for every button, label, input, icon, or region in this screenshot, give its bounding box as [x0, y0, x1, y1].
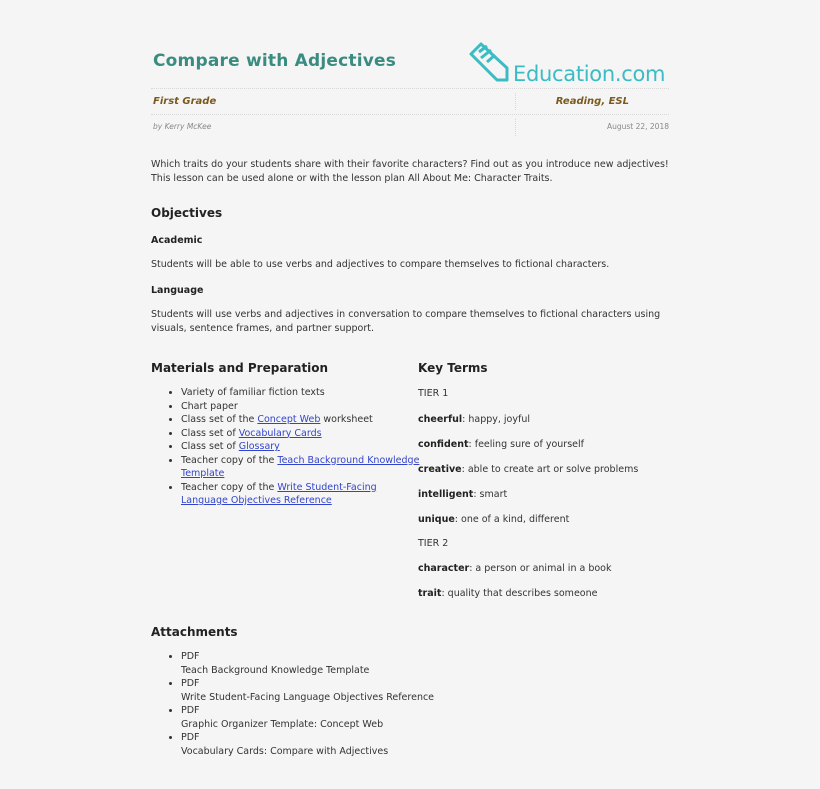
author-label: by Kerry McKee	[153, 122, 212, 131]
page-title: Compare with Adjectives	[153, 51, 397, 71]
vocabulary-cards-link[interactable]: Vocabulary Cards	[238, 427, 322, 439]
attachment-name: Graphic Organizer Template: Concept Web	[181, 718, 384, 730]
attachment-name: Teach Background Knowledge Template	[181, 664, 370, 676]
education-com-logo[interactable]	[467, 40, 669, 86]
attachment-type: • PDF	[181, 732, 200, 743]
intro-line: Which traits do your students share with their favorite characters? Find out as you introduce new adjectives!	[151, 159, 669, 170]
key-term-definition: : happy, joyful	[462, 414, 530, 425]
key-terms-heading: Key Terms	[418, 361, 488, 375]
key-term-item	[418, 489, 507, 500]
language-objective	[151, 308, 671, 336]
pencil-logo-icon	[467, 40, 513, 84]
concept-web-link[interactable]: Concept Web	[257, 414, 321, 425]
key-term-definition: : one of a kind, different	[454, 514, 570, 525]
meta-row-grade-subject	[151, 88, 669, 114]
meta-row-author-date	[151, 114, 669, 140]
tier-1-label: TIER 1	[418, 388, 449, 399]
materials-item: • Class set of Glossary	[181, 440, 421, 454]
materials-item: • Chart paper	[181, 400, 421, 414]
intro-line: This lesson can be used alone or with the lesson plan All About Me: Character Traits.	[151, 173, 553, 184]
intro-paragraph	[151, 158, 671, 186]
language-objective-line: visuals, sentence frames, and partner support.	[151, 323, 374, 334]
attachment-type: • PDF	[181, 651, 200, 662]
attachment-type: • PDF	[181, 678, 200, 689]
key-term-item	[418, 588, 597, 599]
key-term-item	[418, 414, 530, 425]
attachment-type: • PDF	[181, 705, 200, 716]
key-term: trait	[418, 588, 442, 599]
materials-item: • Class set of Vocabulary Cards	[181, 427, 421, 441]
subject-label: Reading, ESL	[555, 96, 629, 107]
grade-label: First Grade	[153, 96, 217, 107]
key-term-definition: : a person or animal in a book	[469, 563, 612, 574]
date-label: August 22, 2018	[606, 122, 669, 131]
language-objectives-reference-link[interactable]: Write Student-Facing Language Objectives Reference	[181, 481, 377, 506]
key-term-item	[418, 563, 611, 574]
key-term: confident	[418, 439, 469, 450]
academic-objective: Students will be able to use verbs and adjectives to compare themselves to fictional characters.	[151, 259, 610, 270]
key-term-definition: : feeling sure of yourself	[468, 439, 584, 450]
attachment-item[interactable]	[181, 677, 501, 704]
meta-divider	[515, 119, 516, 136]
key-term: character	[418, 563, 470, 574]
meta-divider	[515, 93, 516, 110]
document-header	[151, 38, 669, 88]
materials-item: • Teacher copy of the Write Student-Facing Language Objectives Reference	[181, 481, 421, 508]
attachment-name: Write Student-Facing Language Objectives Reference	[181, 691, 435, 703]
attachment-name: Vocabulary Cards: Compare with Adjectives	[181, 745, 389, 757]
materials-heading: Materials and Preparation	[151, 361, 329, 375]
key-term: creative	[418, 464, 462, 475]
language-objective-line: Students will use verbs and adjectives in conversation to compare themselves to fictional characters using	[151, 309, 661, 320]
key-term: intelligent	[418, 489, 474, 500]
key-term-item	[418, 439, 584, 450]
key-term-definition: : quality that describes someone	[441, 588, 598, 599]
key-term-item	[418, 514, 569, 525]
objectives-heading: Objectives	[151, 206, 223, 220]
lesson-plan-page	[151, 38, 669, 757]
attachment-item[interactable]	[181, 704, 501, 731]
materials-item: • Class set of the Concept Web worksheet	[181, 413, 421, 427]
attachment-item[interactable]	[181, 650, 501, 677]
glossary-link[interactable]: Glossary	[238, 441, 280, 452]
key-term-definition: : able to create art or solve problems	[461, 464, 639, 475]
key-term: unique	[418, 514, 455, 525]
materials-list	[151, 386, 421, 508]
attachment-item[interactable]	[181, 731, 501, 758]
language-heading: Language	[151, 285, 204, 296]
attachments-heading: Attachments	[151, 625, 238, 639]
materials-item: • Variety of familiar fiction texts	[181, 386, 421, 400]
key-term-definition: : smart	[473, 489, 508, 500]
tier-2-label: TIER 2	[418, 538, 449, 549]
logo-text: Education.com	[513, 62, 666, 86]
attachments-list	[151, 650, 501, 758]
key-term: cheerful	[418, 414, 463, 425]
academic-heading: Academic	[151, 235, 203, 246]
teach-background-knowledge-link[interactable]: Teach Background Knowledge Template	[181, 454, 420, 479]
key-term-item	[418, 464, 638, 475]
materials-item: • Teacher copy of the Teach Background Knowledge Template	[181, 454, 421, 481]
